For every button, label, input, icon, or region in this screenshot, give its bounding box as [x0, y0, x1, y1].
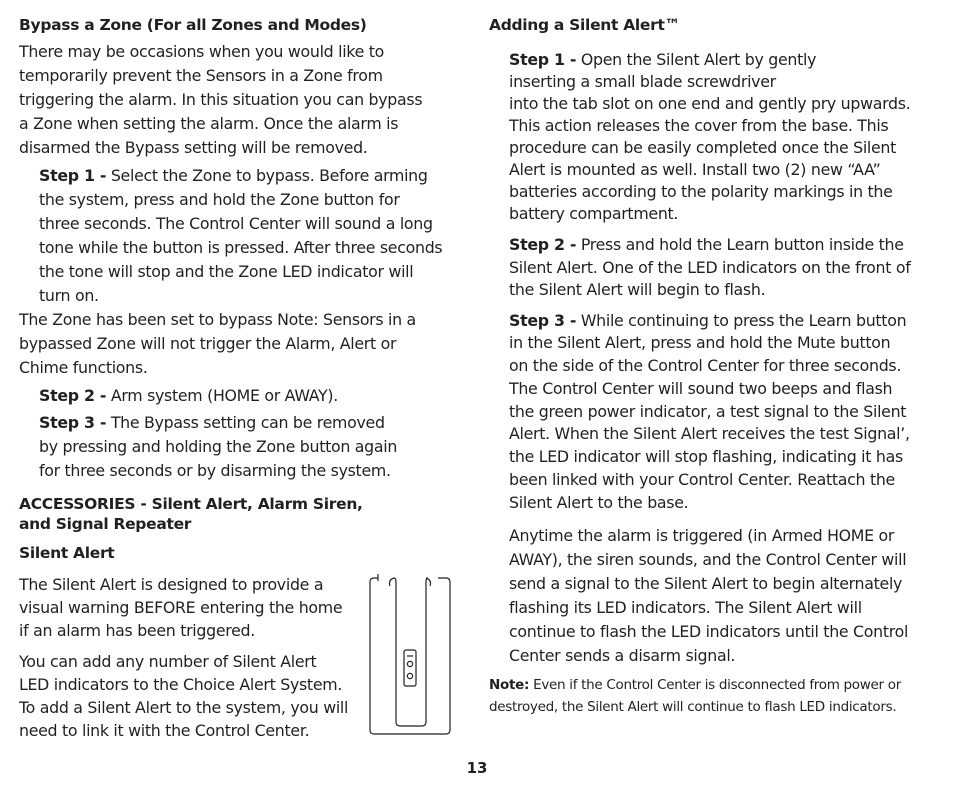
silent-alert-heading: Silent Alert	[19, 544, 115, 562]
step-label: Step 2 -	[509, 235, 577, 254]
add-silent-alert-text: You can add any number of Silent Alert LED indicators to the Choice Alert System. To add a Silent Alert to the system, you will need to link it with the Control Center.	[19, 652, 349, 740]
adding-silent-alert-heading: Adding a Silent Alert™	[489, 16, 680, 34]
page-number: 13	[466, 759, 488, 777]
disconnect-note: Note: Even if the Control Center is disconnected from power or destroyed, the Silent Alert will continue to flash LED indicators.	[489, 676, 901, 715]
bypass-step-2: Step 2 - Arm system (HOME or AWAY).	[39, 386, 338, 405]
accessories-heading: ACCESSORIES - Silent Alert, Alarm Siren, and Signal Repeater	[19, 495, 363, 533]
anytime-triggered-text: Anytime the alarm is triggered (in Armed HOME or AWAY), the siren sounds, and the Control Center will send a signal to the Silent Alert to begin alternately flashing its LED indicators. The Silent Alert will continue to flash the LED indicators until the Control Center sends a disarm signal.	[509, 525, 909, 665]
silent-alert-step-1: Step 1 - Open the Silent Alert by gently inserting a small blade screwdriver into the tab slot on one end and gently pry upwards. This action releases the cover from the base. This procedure can be easily completed once the Silent Alert is mounted as well. Install two (2) new “AA” batteries according to the polarity markings in the battery compartment.	[509, 50, 911, 223]
bypass-heading: Bypass a Zone (For all Zones and Modes)	[19, 16, 367, 34]
right-column	[489, 14, 934, 718]
silent-alert-step-2: Step 2 - Press and hold the Learn button inside the Silent Alert. One of the LED indicators on the front of the Silent Alert will begin to flash.	[509, 235, 911, 299]
bypass-intro: There may be occasions when you would like to temporarily prevent the Sensors in a Zone from triggering the alarm. In this situation you can bypass a Zone when setting the alarm. Once the alarm is disarmed the Bypass setting will be removed.	[19, 42, 423, 157]
step-label: Step 3 -	[509, 310, 577, 330]
zone-bypass-note: The Zone has been set to bypass Note: Sensors in a bypassed Zone will not trigger the Alarm, Alert or Chime functions.	[19, 310, 416, 377]
step-label: Step 1 -	[39, 166, 107, 185]
step-label: Step 3 -	[39, 413, 107, 432]
silent-alert-step-3: Step 3 - While continuing to press the Learn button in the Silent Alert, press and hold the Mute button on the side of the Control Center for three seconds. The Control Center will sound two beeps and flash the green power indicator, a test signal to the Silent Alert. When the Silent Alert receives the test Signal’, the LED indicator will stop flashing, indicating it has been linked with your Control Center. Reattach the Silent Alert to the base.	[509, 310, 910, 512]
note-label: Note:	[489, 676, 530, 693]
bypass-step-3: Step 3 - The Bypass setting can be removed by pressing and holding the Zone button again for three seconds or by disarming the system.	[39, 413, 398, 480]
silent-alert-intro: The Silent Alert is designed to provide a visual warning BEFORE entering the home if an alarm has been triggered.	[19, 575, 343, 640]
step-label: Step 1 -	[509, 50, 577, 69]
silent-alert-device-icon	[366, 572, 456, 738]
step-label: Step 2 -	[39, 386, 107, 405]
bypass-step-1: Step 1 - Select the Zone to bypass. Before arming the system, press and hold the Zone button for three seconds. The Control Center will sound a long tone while the button is pressed. After three seconds the tone will stop and the Zone LED indicator will turn on.	[39, 166, 443, 305]
